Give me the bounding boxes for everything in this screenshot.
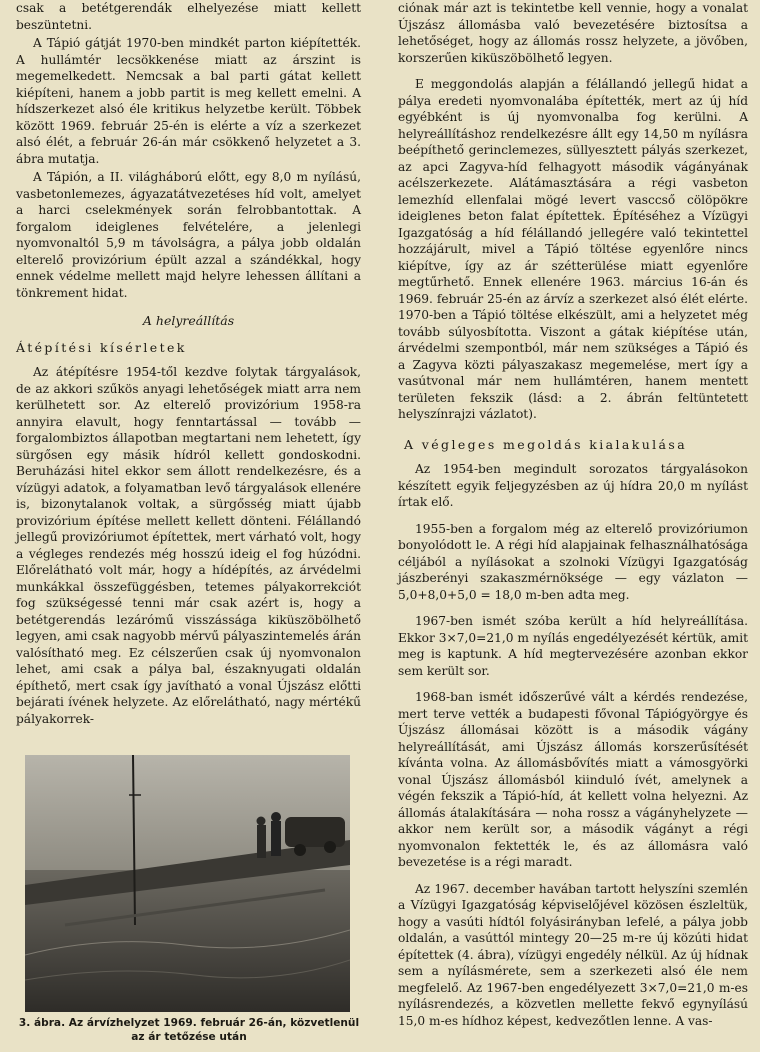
paragraph: A Tápió gátját 1970-ben mindkét parton kiépítették. A hullámtér lecsökkenése miatt az árszint is megemelkedett. Nemcsak a bal parti gátat kellett kiépíteni, hanem a jobb partit is meg kellett emelni. A hídszerkezet alsó éle kritikus helyzetbe került. Többek között 1969. február 25-én is elérte a víz a szerkezet alsó élét, a február 26-án már csökkenő helyzetet a 3. ábra mutatja.: [16, 36, 361, 166]
left-column: [16, 0, 361, 729]
paragraph: 1955-ben a forgalom még az elterelő provizóriumon bonyolódott le. A régi híd alapjainak felhasználhatósága céljából a nyílásokat a szolnoki Vízügyi Igazgatóság jászberényi szakaszmérnöksége — egy vázlaton — 5,0+8,0+5,0 = 18,0 m-ben adta meg.: [398, 521, 748, 602]
subsection-heading: Átépítési kísérletek: [16, 339, 187, 355]
paragraph: A Tápión, a II. világháború előtt, egy 8,0 m nyílású, vasbetonlemezes, ágyazatátvezetéses híd volt, amelyet a harci cselekmények során felrobbantottak. A forgalom ideiglenes felvételére, a jelenlegi nyomvonaltól 5,9 m távolságra, a pálya jobb oldalán elterelő provizórium épült azzal a szándékkal, hogy ennek védelme mellett majd helyre lehessen állítani a tönkrement hidat.: [16, 170, 361, 300]
paragraph: 1967-ben ismét szóba került a híd helyreállítása. Ekkor 3×7,0=21,0 m nyílás engedélyezését kértük, amit meg is kaptunk. A híd megtervezésére azonban ekkor sem került sor.: [398, 614, 748, 678]
paragraph: Az 1954-ben megindult sorozatos tárgyalásokon készített egyik feljegyzésben az új hídra 20,0 m nyílást írtak elő.: [398, 462, 748, 509]
paragraph: Az átépítésre 1954-től kezdve folytak tárgyalások, de az akkori szűkös anyagi lehetőségek miatt arra nem kerülhetett sor. Az elterelő provizórium 1958-ra annyira elavult, hogy fenntartással — tovább — forgalombiztos állapotban megtartani nem lehetett, így sürgősen egy másik hídról kellett gondoskodni. Beruházási hitel ekkor sem állott rendelkezésre, és a vízügyi adatok, a folyamatban levő tárgyalások ellenére is, bizonytalanok voltak, a sürgősség miatt újabb provizórium építése mellett kellett dönteni. Félállandó jellegű provizóriumot építettek, mert várható volt, hogy a végleges rendezés még hosszú ideig el fog húzódni. Előrelátható volt már, hogy a hídépítés, az árvédelmi munkákkal összefüggésben, tetemes pályakorrekciót fog szükségessé tenni már csak azért is, hogy a betétgerendás lezárómű visszássága kiküszöbölhető legyen, ami csak nagyobb mérvű pályaszintemelés árán valósítható meg. Ez célszerűen csak új nyomvonalon lehet, ami csak a pálya bal, északnyugati oldalán építhető, mert csak így javítható a vonal Újszász előtti bejárati ívének helyzete. Az előrelátható, nagy mértékű pályakorrek-: [16, 365, 361, 726]
paragraph: csak a betétgerendák elhelyezése miatt kellett beszüntetni.: [16, 1, 361, 32]
section-heading: A végleges megoldás kialakulása: [404, 436, 688, 452]
figure-caption: 3. ábra. Az árvízhelyzet 1969. február 26-án, közvetlenül az ár tetőzése után: [18, 1017, 360, 1043]
section-heading: A helyreállítás: [142, 313, 235, 328]
paragraph: E meggondolás alapján a félállandó jellegű hidat a pálya eredeti nyomvonalába építették, mert az új híd egyébként is új nyomvonalba fog kerülni. A helyreállításhoz rendelkezésre állt egy 14,50 m nyílásra beépíthető gerinclemezes, süllyesztett pályás szerkezet, az apci Zagyva-híd felhagyott második vágányának acélszerkezete. Alátámasztására a régi vasbeton lemezhíd ellenfalai mögé levert vasccső cölöpökre ideiglenes beton falat építettek. Építéséhez a Vízügyi Igazgatóság a híd félállandó jellegére való tekintettel hozzájárult, mivel a Tápió töltése egyenlőre nincs kiépítve, így az ár szétterülése miatt egyenlőre megtűrhető. Ennek ellenére 1963. március 16-án és 1969. február 25-én az árvíz a szerkezet alsó élét elérte. 1970-ben a Tápió töltése elkészült, ami a helyzetet még tovább súlyosbította. Viszont a gátak kiépítése után, árvédelmi szempontból, már nem szükséges a Tápió és a Zagyva közti pályaszakasz megemelése, mert így a vasútvonal már nem hullámtéren, hanem mentett területen fekszik (lásd: a 2. ábrán feltüntetett helyszínrajzi vázlatot).: [398, 77, 748, 421]
paragraph: 1968-ban ismét időszerűvé vált a kérdés rendezése, mert terve vették a budapesti fővonal Tápiógyörgye és Újszász állomásai között is a második vágány helyreállítását, ami Újszász állomás korszerűsítését kívánta volna. Az állomásbővítés miatt a vámosgyörki vonal Újszász állomásból kiinduló ívét, amelynek a végén fekszik a Tápió-híd, át kellett volna helyezni. Az állomás átalakítására — noha rossz a vágányhelyzete — akkor nem került sor, a második vágányt a régi nyomvonalon fektették le, és az állomásra való bevezetése is a régi maradt.: [398, 690, 748, 869]
right-column: [398, 0, 748, 1031]
paragraph: Az 1967. december havában tartott helyszíni szemlén a Vízügyi Igazgatóság képviselőjével közösen észleltük, hogy a vasúti hídtól folyásirányban lefelé, a pálya jobb oldalán, a vasúttól mintegy 20—25 m-re új közúti hidat építettek (4. ábra), vízügyi engedély nélkül. Az új hídnak sem a nyílásmérete, sem a szerkezeti alsó éle nem megfelelő. Az 1967-ben engedélyezett 3×7,0=21,0 m-es nyílásrendezés, a közvetlen mellette fekvő egynyílású 15,0 m-es hídhoz képest, kedvezőtlen lenne. A vas-: [398, 881, 748, 1028]
paragraph: ciónak már azt is tekintetbe kell vennie, hogy a vonalat Újszász állomásba való bevezetésére biztosítsa a lehetőséget, hogy az állomás rossz helyzete, a jövőben, korszerűen kiküszöbölhető legyen.: [398, 1, 748, 65]
flood-photo: [25, 755, 350, 1012]
